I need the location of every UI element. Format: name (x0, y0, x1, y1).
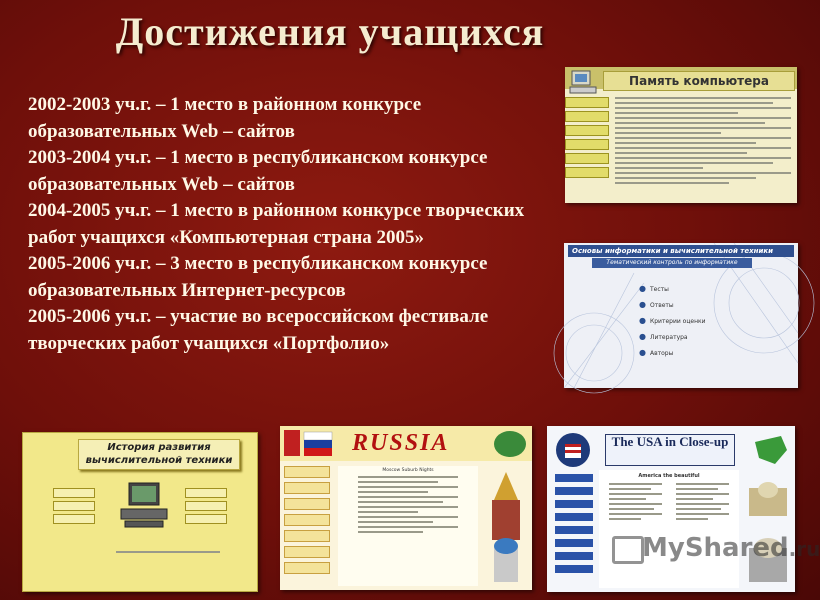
achievement-item: 2005-2006 уч.г. – 3 место в республиканском конкурсе образовательных Интернет-ресурсов (28, 253, 488, 301)
church-image (484, 470, 528, 586)
site-footer (103, 551, 233, 555)
thumbnail-russia-site (280, 426, 532, 590)
nav-item (565, 139, 609, 150)
site-subheader: Тематический контроль по информатике (592, 258, 752, 268)
map-icon (751, 432, 791, 468)
thumbnail-usa-site (547, 426, 795, 592)
content-title: Moscow Suburb Nights (382, 468, 434, 473)
achievement-item: 2002-2003 уч.г. – 1 место в районном конкурсе образовательных Web – сайтов (28, 94, 422, 142)
achievement-item: 2003-2004 уч.г. – 1 место в республиканском конкурсе образовательных Web – сайтов (28, 147, 488, 195)
site-nav-right (185, 488, 227, 527)
thumbnail-basics-site (564, 243, 798, 388)
menu-item: ● Тесты (639, 284, 669, 293)
slide-title: Достижения учащихся (115, 9, 545, 54)
eagle-seal-icon (551, 430, 597, 470)
nav-item (565, 167, 609, 178)
site-text (615, 97, 791, 199)
map-icon (492, 428, 528, 460)
nav-item (565, 125, 609, 136)
site-title: Память компьютера (603, 71, 795, 91)
menu-item: ● Авторы (639, 348, 674, 357)
site-header: Основы информатики и вычислительной техники (568, 245, 794, 257)
achievement-item: 2005-2006 уч.г. – участие во всероссийском фестивале творческих работ учащихся «Портфолио» (28, 306, 489, 354)
menu-item: ● Ответы (639, 300, 674, 309)
thumbnail-memory-site (565, 67, 797, 203)
achievement-item: 2004-2005 уч.г. – 1 место в районном конкурсе творческих работ учащихся «Компьютерная страна 2005» (28, 200, 525, 248)
site-title: RUSSIA (352, 430, 450, 456)
nav-item (565, 153, 609, 164)
russia-flag-icon (284, 430, 332, 460)
computer-icon (115, 479, 175, 531)
content-title: America the beautiful (638, 473, 700, 479)
achievements-list (28, 92, 568, 357)
site-content (599, 470, 739, 588)
site-nav (284, 466, 330, 578)
site-content (338, 466, 478, 586)
computer-icon (569, 69, 599, 95)
thumbnail-history-site (22, 432, 258, 592)
watermark: MyShared.ru (642, 533, 820, 563)
site-menu (639, 281, 706, 361)
site-nav-left (53, 488, 95, 527)
site-title: The USA in Close-up (605, 434, 735, 466)
nav-item (565, 111, 609, 122)
site-nav (565, 97, 609, 181)
nav-item (565, 97, 609, 108)
menu-item: ● Критерии оценки (639, 316, 706, 325)
menu-item: ● Литература (639, 332, 688, 341)
site-nav (555, 474, 593, 578)
site-title: История развития вычислительной техники (78, 439, 240, 470)
